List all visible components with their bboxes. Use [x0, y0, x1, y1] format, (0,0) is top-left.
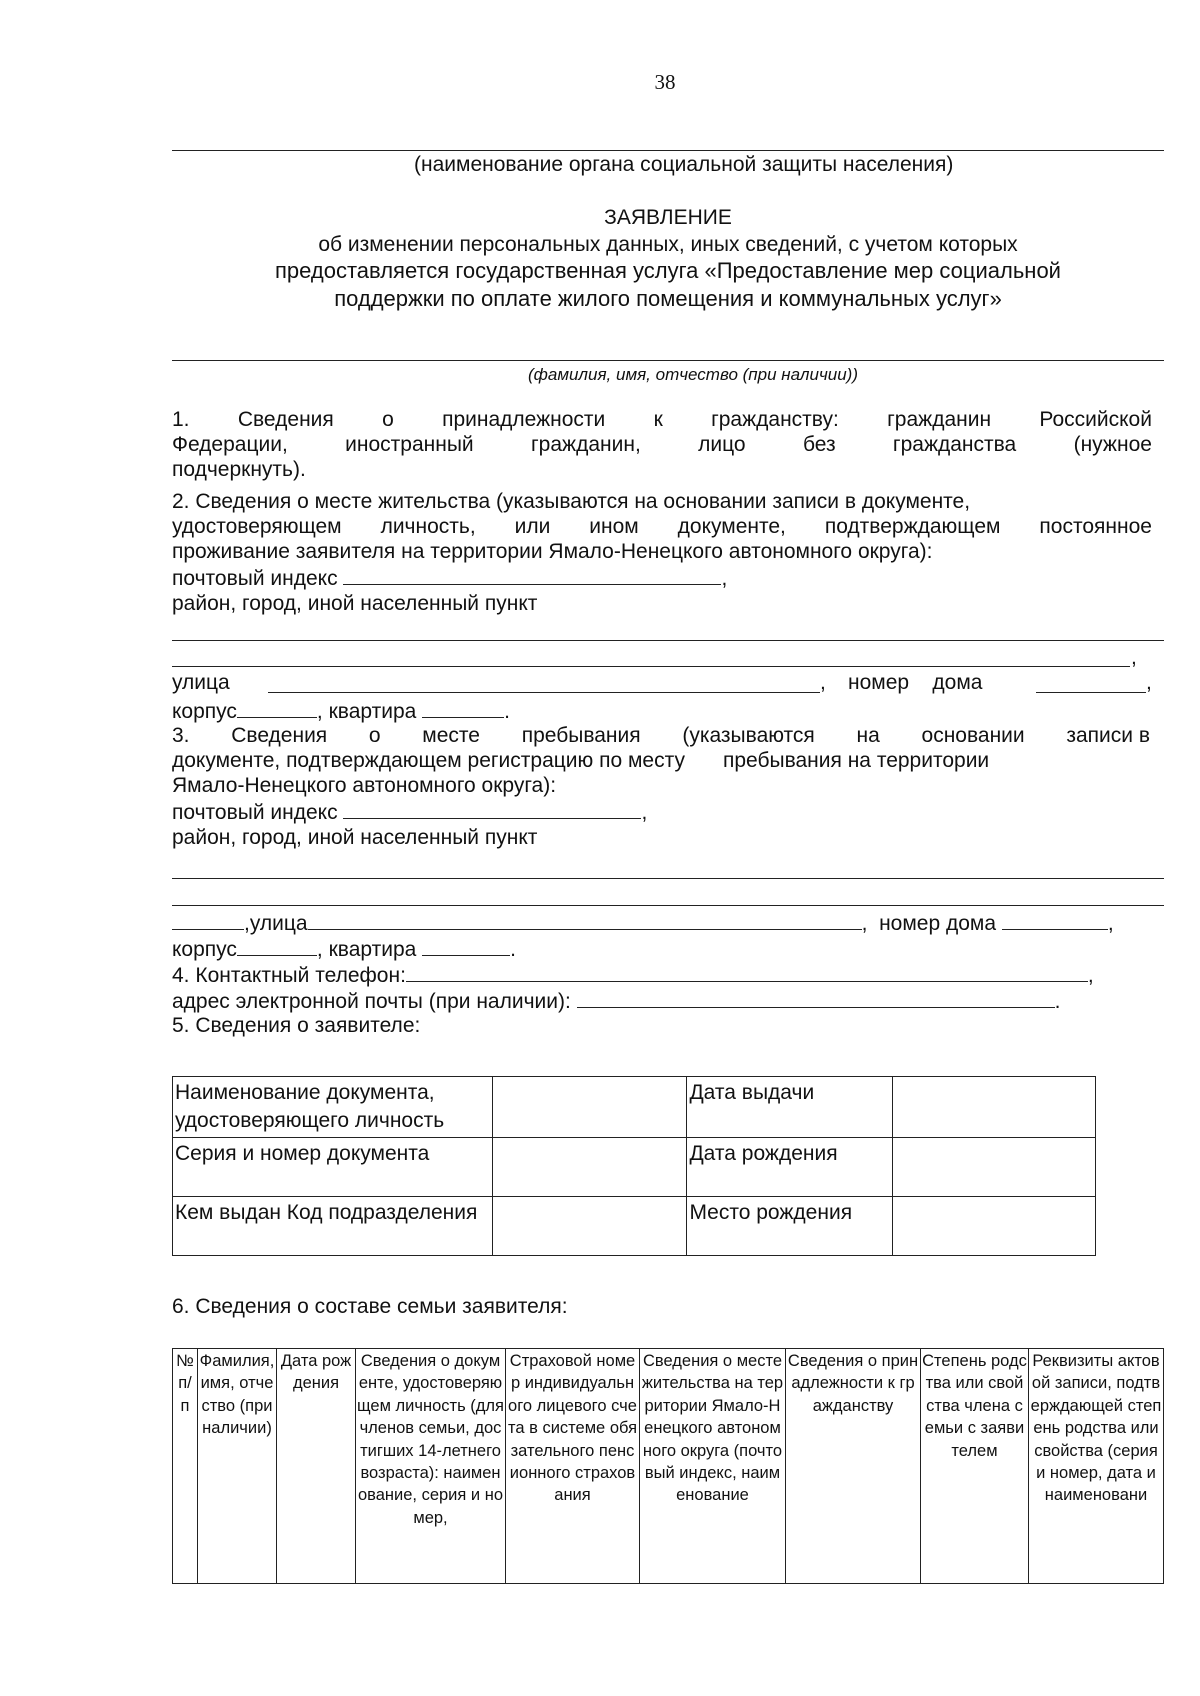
header-birth-date: Дата рождения: [277, 1349, 356, 1584]
section-1-line-2: Федерации, иностранный гражданин, лицо без гражданства (нужное: [172, 433, 1152, 456]
stay-postal-index-field[interactable]: [343, 798, 641, 819]
issued-by-label: Кем выдан Код подразделения: [173, 1197, 493, 1256]
document-subtitle-line-1: об изменении персональных данных, иных сведений, с учетом которых: [318, 233, 1018, 256]
section-3-line-1: 3. Сведения о месте пребывания (указываются на основании записи в: [172, 724, 1150, 747]
section-3-district-label: район, город, иной населенный пункт: [172, 826, 538, 849]
stay-house-field[interactable]: [1002, 909, 1108, 930]
fio-line: [172, 360, 1164, 361]
street-field[interactable]: [268, 692, 820, 693]
issue-date-label: Дата выдачи: [687, 1077, 893, 1138]
section-2-district-label: район, город, иной населенный пункт: [172, 592, 538, 615]
section-3-stay: [172, 723, 1150, 850]
street-comma: ,: [820, 671, 826, 694]
table-row: [173, 1197, 1096, 1256]
section-3-line-2: документе, подтверждающем регистрацию по месту пребывания на территории: [172, 749, 990, 772]
korpus-row: корпус , квартира .: [172, 697, 510, 724]
district-field-line-2[interactable]: [172, 666, 1130, 667]
house-comma: ,: [1146, 671, 1152, 694]
stay-district-field-line-1[interactable]: [172, 878, 1164, 879]
birth-place-value[interactable]: [893, 1197, 1096, 1256]
email-field[interactable]: [577, 987, 1055, 1008]
header-num: № п/п: [173, 1349, 198, 1584]
section-2-line-1: 2. Сведения о месте жительства (указываются на основании записи в документе,: [172, 490, 971, 513]
house-field[interactable]: [1036, 692, 1146, 693]
email-row: адрес электронной почты (при наличии): .: [172, 987, 1061, 1014]
doc-name-value[interactable]: [492, 1077, 687, 1138]
section-1-line-1: 1. Сведения о принадлежности к гражданству: гражданин Российской: [172, 408, 1152, 431]
header-act-record: Реквизиты актовой записи, подтверждающей степень родства или свойства (серия и номер, дата и наименовани: [1029, 1349, 1164, 1584]
org-caption: (наименование органа социальной защиты населения): [414, 153, 954, 176]
stay-street-row: ,улица , номер дома ,: [172, 909, 1114, 936]
apartment-field[interactable]: [422, 697, 504, 718]
korpus-field[interactable]: [237, 697, 317, 718]
header-id-document: Сведения о документе, удостоверяющем личность (для членов семьи, достигших 14-летнего возраста): наименование, серия и номер,: [356, 1349, 506, 1584]
stay-district-field-line-2[interactable]: [172, 905, 1164, 906]
street-label: улица: [172, 671, 230, 694]
table-row: [173, 1349, 1164, 1584]
phone-field[interactable]: [406, 961, 1088, 982]
birth-date-label: Дата рождения: [687, 1138, 893, 1197]
table-row: [173, 1138, 1096, 1197]
doc-name-label: Наименование документа, удостоверяющего личность: [173, 1077, 493, 1138]
district-field-line-1[interactable]: [172, 640, 1164, 641]
document-subtitle-line-2: предоставляется государственная услуга «Предоставление мер социальной: [275, 258, 1061, 283]
section-6-heading: 6. Сведения о составе семьи заявителя:: [172, 1295, 568, 1318]
house-label: номер дома: [848, 671, 983, 694]
stay-korpus-field[interactable]: [237, 935, 317, 956]
section-2-line-3: проживание заявителя на территории Ямало-Ненецкого автономного округа):: [172, 540, 933, 563]
header-residence: Сведения о месте жительства на территории Ямало-Ненецкого автономного округа (почтовый индекс, наименование: [640, 1349, 786, 1584]
doc-number-label: Серия и номер документа: [173, 1138, 493, 1197]
district-line-2-comma: ,: [1131, 646, 1137, 669]
issued-by-value[interactable]: [492, 1197, 687, 1256]
section-3-line-3: Ямало-Ненецкого автономного округа):: [172, 774, 557, 797]
stay-apartment-field[interactable]: [422, 935, 510, 956]
section-1-line-3: подчеркнуть).: [172, 458, 306, 481]
section-2-postal-row: почтовый индекс ,: [172, 564, 1152, 591]
header-snils: Страховой номер индивидуального лицевого счета в системе обязательного пенсионного страхования: [506, 1349, 640, 1584]
document-subtitle-line-3: поддержки по оплате жилого помещения и коммунальных услуг»: [334, 286, 1002, 311]
stay-street-prefix-field[interactable]: [172, 909, 244, 930]
org-name-line: [172, 150, 1164, 151]
birth-place-label: Место рождения: [687, 1197, 893, 1256]
section-3-postal-row: почтовый индекс ,: [172, 798, 1150, 825]
header-fio: Фамилия, имя, отчество (при наличии): [198, 1349, 277, 1584]
table-row: [173, 1077, 1096, 1138]
section-2-line-2: удостоверяющем личность, или ином документе, подтверждающем постоянное: [172, 515, 1152, 538]
stay-korpus-row: корпус , квартира .: [172, 935, 516, 962]
section-5-heading: 5. Сведения о заявителе:: [172, 1014, 421, 1037]
page-number: 38: [654, 70, 676, 94]
phone-row: 4. Контактный телефон: ,: [172, 961, 1094, 988]
stay-street-field[interactable]: [308, 909, 862, 930]
section-2-residence: [172, 489, 1152, 616]
applicant-info-table: [172, 1076, 1096, 1256]
issue-date-value[interactable]: [893, 1077, 1096, 1138]
doc-number-value[interactable]: [492, 1138, 687, 1197]
header-citizenship: Сведения о принадлежности к гражданству: [786, 1349, 921, 1584]
document-title: ЗАЯВЛЕНИЕ: [604, 206, 732, 229]
header-relationship: Степень родства или свойства члена семьи с заявителем: [921, 1349, 1029, 1584]
family-composition-table: [172, 1348, 1164, 1584]
fio-caption: (фамилия, имя, отчество (при наличии)): [528, 365, 858, 384]
birth-date-value[interactable]: [893, 1138, 1096, 1197]
postal-index-field[interactable]: [343, 564, 721, 585]
section-1-citizenship: [172, 407, 1152, 482]
